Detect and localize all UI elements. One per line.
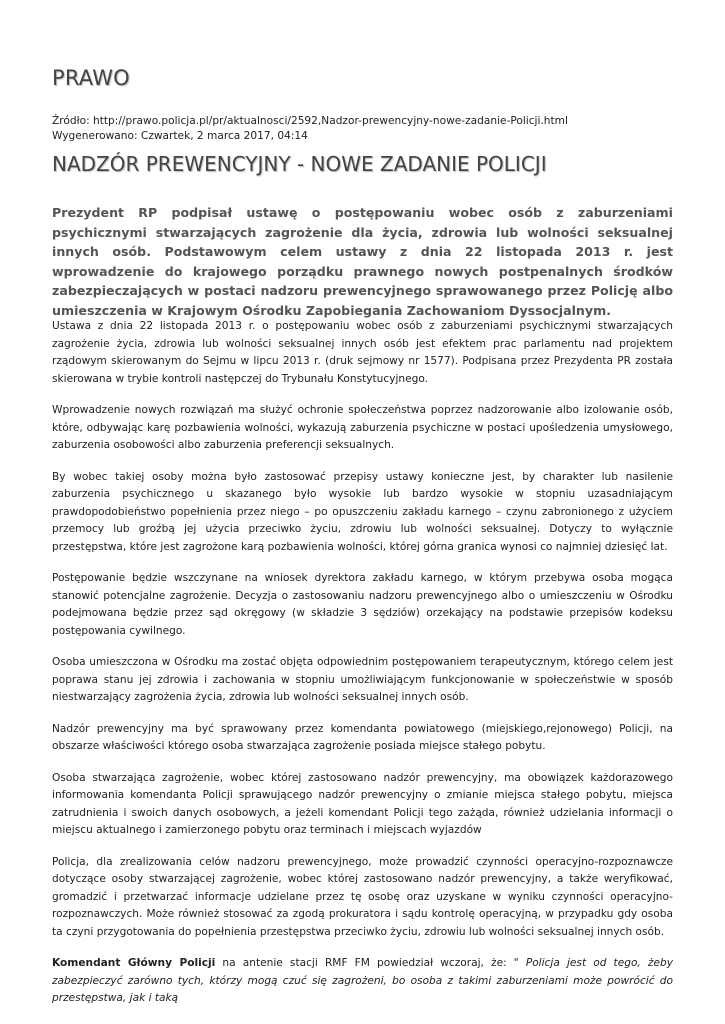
article-title: NADZÓR PREWENCYJNY - NOWE ZADANIE POLICJI bbox=[52, 152, 547, 176]
article-paragraph: Osoba umieszczona w Ośrodku ma zostać objęta odpowiednim postępowaniem terapeutycznym, którego celem jest poprawa stanu jej zdrowia i zachowania w stopniu umożliwiającym funkcjonowanie w społeczeństwie w sposób niestwarzający zagrożenia życia, zdrowia lub wolności seksualnej innych osób. bbox=[52, 656, 673, 703]
article-paragraph: By wobec takiej osoby można było zastosować przepisy ustawy konieczne jest, by charakter lub nasilenie zaburzenia psychicznego u skazanego było wysokie lub bardzo wysokie w stopniu uzasadniającym prawdopodobieństwo popełnienia przez niego – po opuszczeniu zakładu karnego – czynu zabronionego z użyciem przemocy lub groźbą jej użycia przeciwko życiu, zdrowiu lub wolności seksualnej. Dotyczy to wyłącznie przestępstwa, które jest zagrożone karą pozbawienia wolności, której górna granica wynosi co najmniej dziesięć lat. bbox=[52, 470, 673, 553]
article-paragraph: Ustawa z dnia 22 listopada 2013 r. o postępowaniu wobec osób z zaburzeniami psychicznymi stwarzających zagrożenie życia, zdrowia lub wolności seksualnej innych osób jest efektem prac parlamentu nad projektem rządowym skierowanym do Sejmu w lipcu 2013 r. (druk sejmowy nr 1577). Podpisana przez Prezydenta PR została skierowana w trybie kontroli następczej do Trybunału Konstytucyjnego. bbox=[52, 320, 673, 385]
article-paragraph-quote bbox=[52, 955, 673, 1008]
document-meta bbox=[52, 114, 568, 144]
article-paragraph: Postępowanie będzie wszczynane na wniosek dyrektora zakładu karnego, w którym przebywa osoba mogąca stanowić potencjalne zagrożenie. Decyzja o zastosowaniu nadzoru prewencyjnego albo o umieszczeniu w Ośrodku podejmowana będzie przez sąd okręgowy (w składzie 3 sędziów) orzekający na podstawie przepisów kodeksu postępowania cywilnego. bbox=[52, 572, 673, 637]
generated-line: Wygenerowano: Czwartek, 2 marca 2017, 04:14 bbox=[52, 130, 308, 142]
article-paragraph: Policja, dla zrealizowania celów nadzoru prewencyjnego, może prowadzić czynności operacyjno-rozpoznawcze dotyczące osoby stwarzającej zagrożenie, wobec której zastosowano nadzór prewencyjny, a także weryfikować, gromadzić i przetwarzać informacje udzielane przez tę osobę oraz uzyskane w wyniku czynności operacyjno-rozpoznawczych. Może również stosować za zgodą prokuratora i sądu kontrolę operacyjną, w przypadku gdy osoba ta czyni przygotowania do popełnienia przestępstwa przeciwko życiu, zdrowiu lub wolności seksualnej innych osób. bbox=[52, 855, 673, 938]
article-paragraph: Osoba stwarzająca zagrożenie, wobec której zastosowano nadzór prewencyjny, ma obowiązek każdorazowego informowania komendanta Policji sprawującego nadzór prewencyjny o zmianie miejsca stałego pobytu, miejsca zatrudnienia i swoich danych osobowych, a jeżeli komendant Policji tego zażąda, również udzielania informacji o miejscu aktualnego i zamierzonego pobytu oraz terminach i miejscach wyjazdów bbox=[52, 771, 673, 836]
quote-speaker: Komendant Główny Policji bbox=[52, 957, 216, 969]
quote-text: Policja jest od tego, żeby zabezpieczyć zarówno tych, którzy mogą czuć się zagrożeni, bo osoba z takimi zaburzeniami może powrócić do przestępstwa, jak i taką bbox=[52, 957, 673, 1004]
article-paragraph: Nadzór prewencyjny ma być sprawowany przez komendanta powiatowego (miejskiego,rejonowego) Policji, na obszarze właściwości którego osoba stwarzająca zagrożenie posiada miejsce stałego pobytu. bbox=[52, 722, 673, 752]
section-title: PRAWO bbox=[52, 66, 130, 90]
article-paragraph: Wprowadzenie nowych rozwiązań ma służyć ochronie społeczeństwa poprzez nadzorowanie albo izolowanie osób, które, odbywając karę pozbawienia wolności, wykazują zaburzenia psychiczne w postaci upośledzenia umysłowego, zaburzenia osobowości albo zaburzenia preferencji seksualnych. bbox=[52, 404, 673, 451]
source-line: Źródło: http://prawo.policja.pl/pr/aktualnosci/2592,Nadzor-prewencyjny-nowe-zadanie-Policji.html bbox=[52, 115, 568, 127]
article-lead: Prezydent RP podpisał ustawę o postępowaniu wobec osób z zaburzeniami psychicznymi stwarzających zagrożenie dla życia, zdrowia lub wolności seksualnej innych osób. Podstawowym celem ustawy z dnia 22 listopada 2013 r. jest wprowadzenie do krajowego porządku prawnego nowych postpenalnych środków zabezpieczających w postaci nadzoru prewencyjnego sprawowanego przez Policję albo umieszczenia w Krajowym Ośrodku Zapobiegania Zachowaniom Dyssocjalnym. bbox=[52, 205, 673, 318]
quote-intro: na antenie stacji RMF FM powiedział wczoraj, że: " bbox=[215, 957, 519, 969]
article-body bbox=[52, 318, 673, 1022]
